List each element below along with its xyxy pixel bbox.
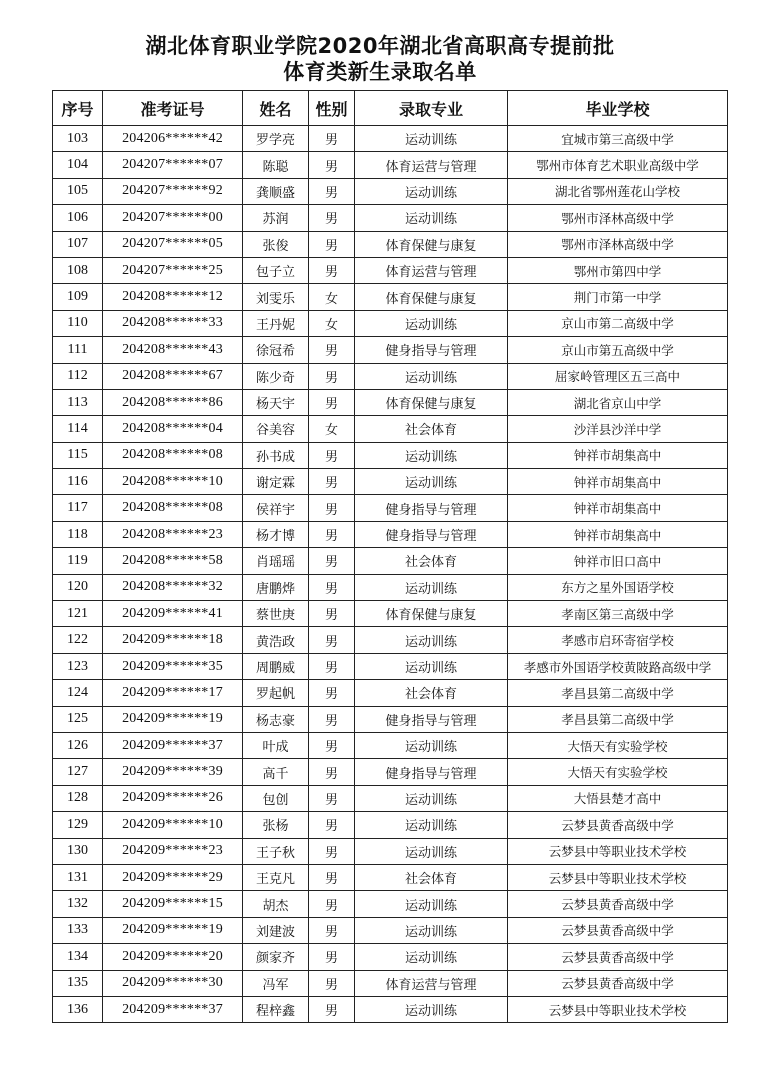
- cell-gender: 男: [309, 363, 355, 389]
- table-row: [53, 337, 728, 363]
- cell-school: 钟祥市胡集高中: [508, 442, 728, 468]
- cell-gender: 男: [309, 891, 355, 917]
- cell-index: 134: [53, 944, 103, 970]
- header-index: 序号: [53, 91, 103, 126]
- cell-major: 运动训练: [355, 469, 508, 495]
- cell-gender: 男: [309, 864, 355, 890]
- cell-name: 蔡世庚: [243, 601, 309, 627]
- cell-gender: 男: [309, 521, 355, 547]
- cell-index: 107: [53, 231, 103, 257]
- table-row: [53, 601, 728, 627]
- cell-gender: 男: [309, 812, 355, 838]
- cell-gender: 男: [309, 680, 355, 706]
- cell-gender: 女: [309, 310, 355, 336]
- cell-major: 健身指导与管理: [355, 759, 508, 785]
- admission-table: [52, 90, 728, 1023]
- cell-index: 115: [53, 442, 103, 468]
- cell-index: 122: [53, 627, 103, 653]
- cell-index: 105: [53, 178, 103, 204]
- cell-gender: 男: [309, 257, 355, 283]
- cell-gender: 男: [309, 627, 355, 653]
- cell-major: 健身指导与管理: [355, 495, 508, 521]
- cell-exam-id: 204208******33: [103, 310, 243, 336]
- cell-exam-id: 204209******19: [103, 917, 243, 943]
- cell-major: 运动训练: [355, 178, 508, 204]
- cell-gender: 男: [309, 469, 355, 495]
- cell-gender: 男: [309, 126, 355, 152]
- cell-major: 运动训练: [355, 363, 508, 389]
- cell-major: 运动训练: [355, 891, 508, 917]
- cell-major: 体育保健与康复: [355, 231, 508, 257]
- cell-major: 运动训练: [355, 574, 508, 600]
- cell-exam-id: 204206******42: [103, 126, 243, 152]
- table-row: [53, 759, 728, 785]
- cell-school: 京山市第二高级中学: [508, 310, 728, 336]
- table-row: [53, 257, 728, 283]
- cell-major: 运动训练: [355, 838, 508, 864]
- cell-exam-id: 204208******04: [103, 416, 243, 442]
- cell-name: 张杨: [243, 812, 309, 838]
- cell-name: 黄浩政: [243, 627, 309, 653]
- header-exam-id: 准考证号: [103, 91, 243, 126]
- cell-gender: 男: [309, 337, 355, 363]
- cell-gender: 男: [309, 944, 355, 970]
- cell-exam-id: 204208******12: [103, 284, 243, 310]
- cell-school: 云梦县中等职业技术学校: [508, 864, 728, 890]
- cell-name: 王克凡: [243, 864, 309, 890]
- cell-index: 136: [53, 996, 103, 1022]
- table-row: [53, 785, 728, 811]
- table-row: [53, 653, 728, 679]
- cell-gender: 男: [309, 838, 355, 864]
- cell-name: 罗学亮: [243, 126, 309, 152]
- cell-name: 杨天宇: [243, 389, 309, 415]
- cell-exam-id: 204208******58: [103, 548, 243, 574]
- cell-gender: 男: [309, 389, 355, 415]
- cell-major: 体育运营与管理: [355, 970, 508, 996]
- cell-gender: 男: [309, 548, 355, 574]
- table-row: [53, 917, 728, 943]
- cell-exam-id: 204207******92: [103, 178, 243, 204]
- cell-name: 周鹏威: [243, 653, 309, 679]
- cell-name: 胡杰: [243, 891, 309, 917]
- cell-gender: 男: [309, 706, 355, 732]
- cell-major: 体育运营与管理: [355, 257, 508, 283]
- cell-major: 健身指导与管理: [355, 521, 508, 547]
- cell-exam-id: 204208******08: [103, 442, 243, 468]
- cell-name: 苏润: [243, 205, 309, 231]
- cell-school: 钟祥市胡集高中: [508, 521, 728, 547]
- cell-gender: 女: [309, 416, 355, 442]
- table-row: [53, 178, 728, 204]
- cell-school: 钟祥市旧口高中: [508, 548, 728, 574]
- table-row: [53, 495, 728, 521]
- cell-name: 王子秋: [243, 838, 309, 864]
- header-name: 姓名: [243, 91, 309, 126]
- cell-name: 孙书成: [243, 442, 309, 468]
- table-row: [53, 205, 728, 231]
- cell-gender: 男: [309, 917, 355, 943]
- table-row: [53, 891, 728, 917]
- cell-gender: 男: [309, 152, 355, 178]
- cell-exam-id: 204209******20: [103, 944, 243, 970]
- cell-name: 王丹妮: [243, 310, 309, 336]
- cell-major: 运动训练: [355, 205, 508, 231]
- table-row: [53, 310, 728, 336]
- table-row: [53, 442, 728, 468]
- cell-gender: 女: [309, 284, 355, 310]
- cell-major: 运动训练: [355, 653, 508, 679]
- table-row: [53, 996, 728, 1022]
- cell-name: 罗起帆: [243, 680, 309, 706]
- cell-name: 谷美容: [243, 416, 309, 442]
- cell-school: 孝昌县第二高级中学: [508, 706, 728, 732]
- cell-index: 128: [53, 785, 103, 811]
- cell-exam-id: 204208******23: [103, 521, 243, 547]
- cell-index: 104: [53, 152, 103, 178]
- cell-major: 体育运营与管理: [355, 152, 508, 178]
- document-subtitle: 体育类新生录取名单: [283, 60, 477, 84]
- cell-major: 运动训练: [355, 732, 508, 758]
- cell-index: 118: [53, 521, 103, 547]
- cell-exam-id: 204208******67: [103, 363, 243, 389]
- cell-school: 云梦县黄香高级中学: [508, 812, 728, 838]
- cell-major: 健身指导与管理: [355, 706, 508, 732]
- cell-name: 唐鹏烨: [243, 574, 309, 600]
- cell-major: 体育保健与康复: [355, 601, 508, 627]
- cell-exam-id: 204209******41: [103, 601, 243, 627]
- cell-school: 孝昌县第二高级中学: [508, 680, 728, 706]
- cell-index: 108: [53, 257, 103, 283]
- cell-name: 高千: [243, 759, 309, 785]
- cell-index: 109: [53, 284, 103, 310]
- cell-major: 运动训练: [355, 126, 508, 152]
- cell-gender: 男: [309, 759, 355, 785]
- cell-major: 运动训练: [355, 627, 508, 653]
- cell-major: 运动训练: [355, 442, 508, 468]
- cell-index: 112: [53, 363, 103, 389]
- cell-name: 龚顺盛: [243, 178, 309, 204]
- cell-name: 刘雯乐: [243, 284, 309, 310]
- cell-name: 肖瑶瑶: [243, 548, 309, 574]
- table-row: [53, 732, 728, 758]
- cell-exam-id: 204209******37: [103, 732, 243, 758]
- cell-name: 杨才博: [243, 521, 309, 547]
- cell-major: 运动训练: [355, 996, 508, 1022]
- table-row: [53, 680, 728, 706]
- table-row: [53, 812, 728, 838]
- cell-index: 116: [53, 469, 103, 495]
- cell-exam-id: 204207******07: [103, 152, 243, 178]
- cell-index: 130: [53, 838, 103, 864]
- cell-gender: 男: [309, 996, 355, 1022]
- cell-index: 106: [53, 205, 103, 231]
- cell-exam-id: 204209******19: [103, 706, 243, 732]
- cell-name: 张俊: [243, 231, 309, 257]
- cell-school: 云梦县黄香高级中学: [508, 917, 728, 943]
- cell-index: 123: [53, 653, 103, 679]
- cell-school: 东方之星外国语学校: [508, 574, 728, 600]
- cell-school: 京山市第五高级中学: [508, 337, 728, 363]
- cell-name: 谢定霖: [243, 469, 309, 495]
- cell-exam-id: 204208******10: [103, 469, 243, 495]
- cell-school: 屈家岭管理区五三高中: [508, 363, 728, 389]
- cell-major: 社会体育: [355, 680, 508, 706]
- cell-gender: 男: [309, 732, 355, 758]
- cell-name: 包创: [243, 785, 309, 811]
- cell-exam-id: 204209******30: [103, 970, 243, 996]
- cell-index: 127: [53, 759, 103, 785]
- cell-index: 113: [53, 389, 103, 415]
- cell-exam-id: 204209******17: [103, 680, 243, 706]
- cell-major: 健身指导与管理: [355, 337, 508, 363]
- table-row: [53, 363, 728, 389]
- table-row: [53, 126, 728, 152]
- cell-school: 云梦县黄香高级中学: [508, 891, 728, 917]
- table-row: [53, 284, 728, 310]
- table-row: [53, 389, 728, 415]
- cell-index: 103: [53, 126, 103, 152]
- cell-name: 杨志豪: [243, 706, 309, 732]
- header-school: 毕业学校: [508, 91, 728, 126]
- header-major: 录取专业: [355, 91, 508, 126]
- cell-school: 大悟天有实验学校: [508, 732, 728, 758]
- cell-school: 孝感市外国语学校黄陂路高级中学: [508, 653, 728, 679]
- cell-name: 颜家齐: [243, 944, 309, 970]
- cell-exam-id: 204209******23: [103, 838, 243, 864]
- cell-exam-id: 204209******26: [103, 785, 243, 811]
- cell-gender: 男: [309, 178, 355, 204]
- cell-exam-id: 204208******32: [103, 574, 243, 600]
- table-row: [53, 521, 728, 547]
- cell-major: 体育保健与康复: [355, 389, 508, 415]
- table-row: [53, 152, 728, 178]
- cell-school: 鄂州市第四中学: [508, 257, 728, 283]
- cell-name: 陈聪: [243, 152, 309, 178]
- table-row: [53, 627, 728, 653]
- cell-gender: 男: [309, 785, 355, 811]
- cell-exam-id: 204209******39: [103, 759, 243, 785]
- table-row: [53, 416, 728, 442]
- cell-exam-id: 204209******15: [103, 891, 243, 917]
- cell-gender: 男: [309, 231, 355, 257]
- cell-index: 133: [53, 917, 103, 943]
- cell-major: 体育保健与康复: [355, 284, 508, 310]
- cell-major: 运动训练: [355, 917, 508, 943]
- cell-major: 运动训练: [355, 310, 508, 336]
- cell-gender: 男: [309, 653, 355, 679]
- cell-school: 云梦县黄香高级中学: [508, 944, 728, 970]
- cell-school: 钟祥市胡集高中: [508, 495, 728, 521]
- cell-index: 117: [53, 495, 103, 521]
- cell-index: 135: [53, 970, 103, 996]
- cell-school: 云梦县中等职业技术学校: [508, 838, 728, 864]
- cell-major: 社会体育: [355, 864, 508, 890]
- table-row: [53, 469, 728, 495]
- cell-gender: 男: [309, 205, 355, 231]
- table-row: [53, 970, 728, 996]
- cell-major: 运动训练: [355, 812, 508, 838]
- cell-school: 孝南区第三高级中学: [508, 601, 728, 627]
- cell-index: 126: [53, 732, 103, 758]
- cell-school: 宜城市第三高级中学: [508, 126, 728, 152]
- table-row: [53, 231, 728, 257]
- cell-name: 刘建波: [243, 917, 309, 943]
- cell-gender: 男: [309, 601, 355, 627]
- cell-index: 110: [53, 310, 103, 336]
- cell-school: 湖北省鄂州莲花山学校: [508, 178, 728, 204]
- cell-index: 114: [53, 416, 103, 442]
- cell-exam-id: 204207******25: [103, 257, 243, 283]
- cell-exam-id: 204209******18: [103, 627, 243, 653]
- cell-index: 129: [53, 812, 103, 838]
- cell-index: 125: [53, 706, 103, 732]
- cell-name: 徐冠希: [243, 337, 309, 363]
- header-gender: 性别: [309, 91, 355, 126]
- cell-school: 孝感市启环寄宿学校: [508, 627, 728, 653]
- table-row: [53, 574, 728, 600]
- cell-school: 云梦县中等职业技术学校: [508, 996, 728, 1022]
- cell-school: 鄂州市泽林高级中学: [508, 205, 728, 231]
- cell-index: 121: [53, 601, 103, 627]
- cell-index: 119: [53, 548, 103, 574]
- cell-exam-id: 204207******00: [103, 205, 243, 231]
- table-row: [53, 548, 728, 574]
- cell-index: 131: [53, 864, 103, 890]
- document-title: 湖北体育职业学院2020年湖北省高职高专提前批: [145, 34, 615, 58]
- cell-exam-id: 204208******86: [103, 389, 243, 415]
- table-row: [53, 838, 728, 864]
- cell-school: 鄂州市泽林高级中学: [508, 231, 728, 257]
- cell-major: 运动训练: [355, 785, 508, 811]
- cell-index: 120: [53, 574, 103, 600]
- cell-major: 运动训练: [355, 944, 508, 970]
- cell-major: 社会体育: [355, 416, 508, 442]
- cell-school: 大悟县楚才高中: [508, 785, 728, 811]
- cell-school: 钟祥市胡集高中: [508, 469, 728, 495]
- cell-school: 沙洋县沙洋中学: [508, 416, 728, 442]
- cell-school: 大悟天有实验学校: [508, 759, 728, 785]
- cell-school: 湖北省京山中学: [508, 389, 728, 415]
- cell-exam-id: 204208******08: [103, 495, 243, 521]
- cell-school: 鄂州市体育艺术职业高级中学: [508, 152, 728, 178]
- cell-gender: 男: [309, 970, 355, 996]
- cell-school: 荆门市第一中学: [508, 284, 728, 310]
- cell-name: 陈少奇: [243, 363, 309, 389]
- cell-exam-id: 204209******37: [103, 996, 243, 1022]
- cell-major: 社会体育: [355, 548, 508, 574]
- table-row: [53, 706, 728, 732]
- cell-name: 程梓鑫: [243, 996, 309, 1022]
- cell-exam-id: 204209******29: [103, 864, 243, 890]
- cell-gender: 男: [309, 495, 355, 521]
- cell-school: 云梦县黄香高级中学: [508, 970, 728, 996]
- table-header-row: [53, 91, 728, 126]
- cell-index: 124: [53, 680, 103, 706]
- cell-exam-id: 204207******05: [103, 231, 243, 257]
- cell-name: 侯祥宇: [243, 495, 309, 521]
- cell-name: 包子立: [243, 257, 309, 283]
- table-row: [53, 864, 728, 890]
- cell-index: 111: [53, 337, 103, 363]
- table-row: [53, 944, 728, 970]
- cell-exam-id: 204209******35: [103, 653, 243, 679]
- cell-name: 叶成: [243, 732, 309, 758]
- cell-gender: 男: [309, 442, 355, 468]
- cell-gender: 男: [309, 574, 355, 600]
- cell-exam-id: 204209******10: [103, 812, 243, 838]
- cell-exam-id: 204208******43: [103, 337, 243, 363]
- cell-index: 132: [53, 891, 103, 917]
- cell-name: 冯军: [243, 970, 309, 996]
